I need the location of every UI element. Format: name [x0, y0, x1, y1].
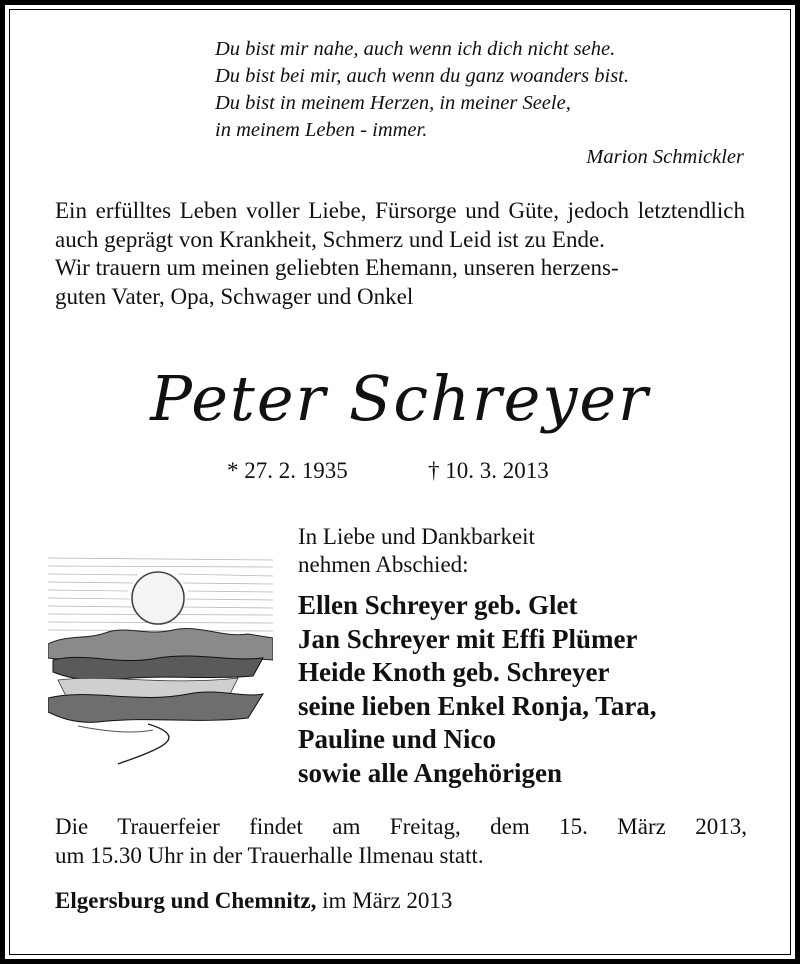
- service-line: Die Trauerfeier findet am Freitag, dem 15. März 2013,: [55, 814, 747, 839]
- poem-line: in meinem Leben - immer.: [215, 119, 428, 141]
- intro-paragraph: Ein erfülltes Leben voller Liebe, Fürsorge und Güte, jedoch letztendlich auch geprägt von Krankheit, Schmerz und Leid ist zu Ende.: [55, 198, 745, 252]
- poem-line: Du bist bei mir, auch wenn du ganz woanders bist.: [215, 65, 629, 87]
- intro-paragraph-line: Wir trauern um meinen geliebten Ehemann, unseren herzens-: [55, 255, 619, 280]
- mourner-line: Jan Schreyer mit Effi Plümer: [298, 623, 638, 654]
- service-info: [55, 812, 747, 870]
- intro-paragraph-line: guten Vater, Opa, Schwager und Onkel: [55, 283, 414, 309]
- closing-date: im März 2013: [322, 888, 453, 913]
- intro-text: [55, 197, 745, 311]
- mourner-line: seine lieben Enkel Ronja, Tara,: [298, 690, 657, 721]
- shoreline-stroke: [118, 724, 169, 764]
- farewell-line: nehmen Abschied:: [298, 552, 469, 577]
- deceased-name: Peter Schreyer: [150, 362, 650, 435]
- death-date: † 10. 3. 2013: [428, 458, 549, 483]
- sun: [132, 572, 184, 624]
- farewell-line: In Liebe und Dankbarkeit: [298, 524, 535, 549]
- mourner-line: Ellen Schreyer geb. Glet: [298, 590, 578, 620]
- birth-date: * 27. 2. 1935: [227, 458, 348, 483]
- mourner-line: sowie alle Angehörigen: [298, 757, 562, 788]
- farewell-text: [298, 523, 535, 579]
- mourners-list: [298, 589, 657, 790]
- closing-place: Elgersburg und Chemnitz,: [55, 888, 317, 913]
- poem-line: Du bist in meinem Herzen, in meiner Seele,: [215, 92, 571, 114]
- mourner-line: Heide Knoth geb. Schreyer: [298, 657, 610, 687]
- service-line: um 15.30 Uhr in der Trauerhalle Ilmenau statt.: [55, 843, 484, 868]
- poem-author: Marion Schmickler: [586, 146, 744, 168]
- poem: [215, 36, 629, 144]
- shoreline-stroke: [78, 726, 153, 732]
- mountain-ridge-1: [48, 628, 273, 661]
- closing-line: [55, 888, 452, 914]
- landscape-sketch: [48, 548, 273, 768]
- poem-line: Du bist mir nahe, auch wenn ich dich nicht sehe.: [215, 38, 616, 60]
- mourner-line: Pauline und Nico: [298, 724, 497, 754]
- mountain-ridge-2: [53, 656, 263, 680]
